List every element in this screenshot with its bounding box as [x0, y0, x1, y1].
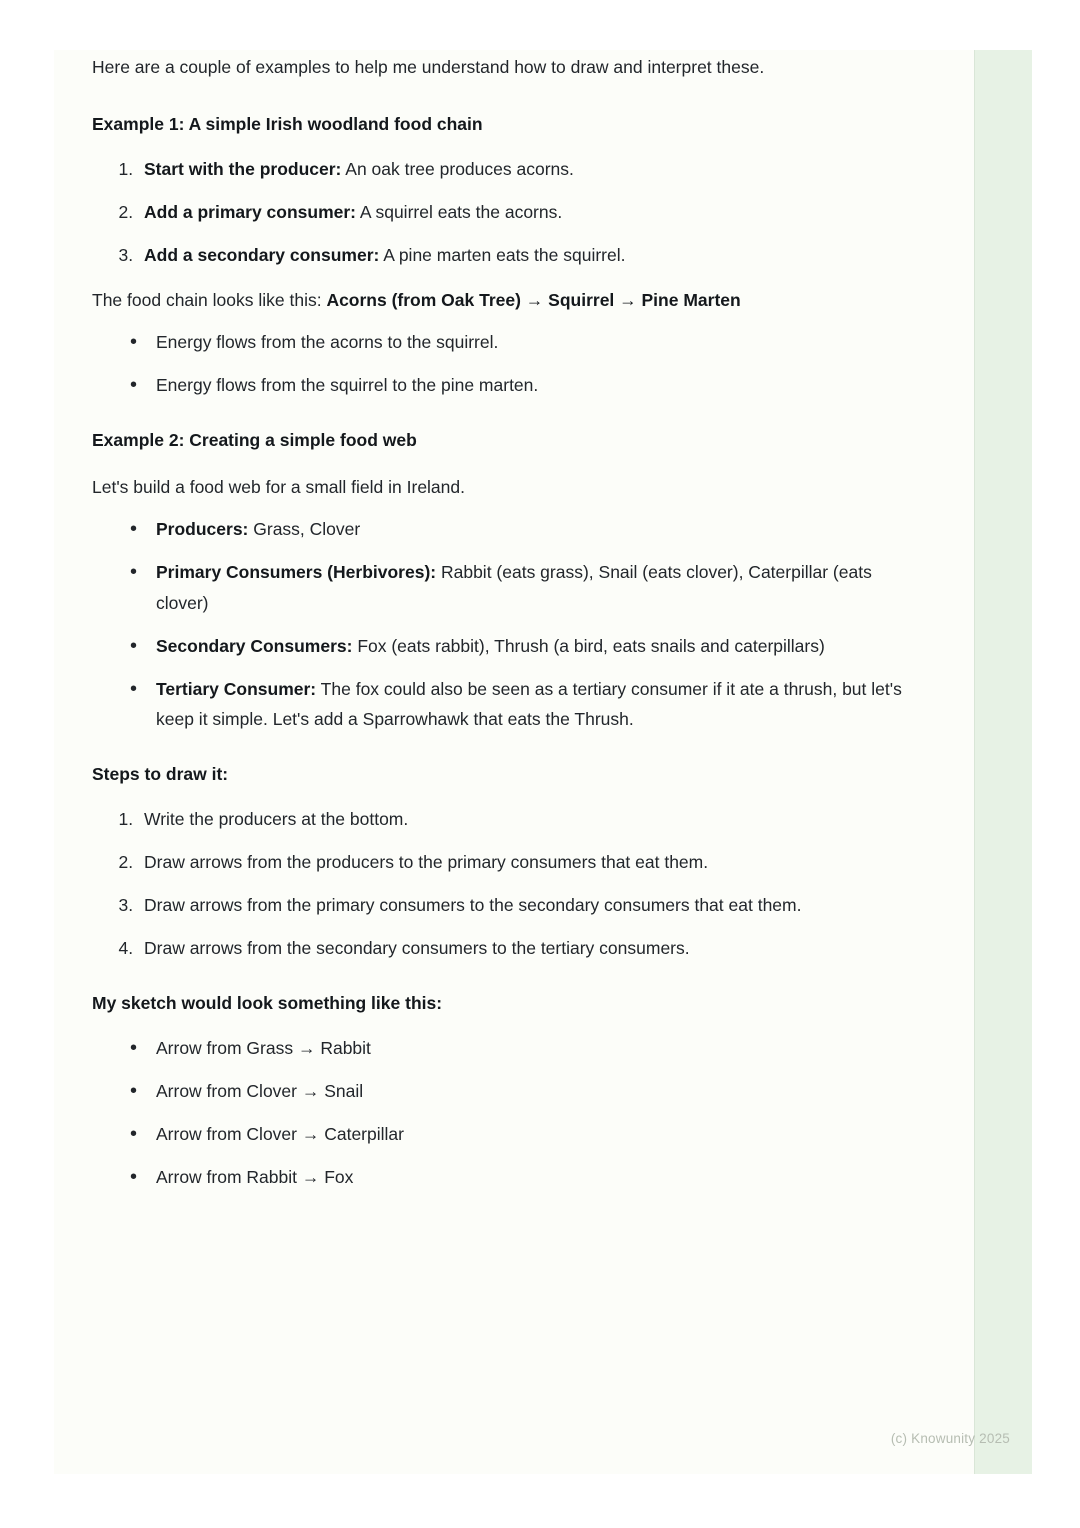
step-text: An oak tree produces acorns. — [341, 158, 574, 179]
document-page — [54, 50, 1032, 1474]
step-label: Start with the producer: — [144, 158, 342, 179]
list-item: • Energy flows from the acorns to the squirrel. — [122, 327, 912, 357]
group-label: Secondary Consumers: — [156, 635, 353, 656]
list-item — [122, 674, 912, 734]
example1-steps — [92, 154, 912, 270]
steps-heading: Steps to draw it: — [92, 763, 229, 784]
list-item: 4. Draw arrows from the secondary consumers to the tertiary consumers. — [138, 933, 912, 963]
list-item: 3. Draw arrows from the primary consumers to the secondary consumers that eat them. — [138, 890, 912, 920]
list-item: 1. Write the producers at the bottom. — [138, 804, 912, 834]
list-item — [138, 154, 912, 184]
group-text: Grass, Clover — [248, 519, 361, 540]
food-web-groups — [92, 514, 912, 734]
example1-heading: Example 1: A simple Irish woodland food chain — [92, 114, 483, 135]
list-item: • Arrow from Clover → Snail — [122, 1076, 912, 1106]
group-text: Fox (eats rabbit), Thrush (a bird, eats snails and caterpillars) — [352, 635, 825, 656]
draw-steps-list — [92, 804, 912, 963]
sketch-arrows-list — [92, 1033, 912, 1192]
list-item: • Arrow from Clover → Caterpillar — [122, 1119, 912, 1149]
example2-heading: Example 2: Creating a simple food web — [92, 430, 417, 451]
list-item — [122, 514, 912, 544]
watermark: (c) Knowunity 2025 — [890, 1431, 1010, 1446]
list-item: 2. Draw arrows from the producers to the primary consumers that eat them. — [138, 847, 912, 877]
group-text: The fox could also be seen as a tertiary consumer if it ate a thrush, but let's keep it simple. Let's add a Sparrowhawk that eats the Thrush. — [156, 678, 902, 729]
list-item: • Arrow from Rabbit → Fox — [122, 1162, 912, 1192]
list-item — [138, 197, 912, 227]
step-text: A pine marten eats the squirrel. — [379, 245, 626, 266]
group-label: Tertiary Consumer: — [156, 678, 317, 699]
step-label: Add a secondary consumer: — [144, 245, 380, 266]
food-chain-paragraph — [92, 283, 912, 317]
group-label: Producers: — [156, 519, 249, 540]
step-text: A squirrel eats the acorns. — [356, 201, 563, 222]
document-content — [54, 50, 1032, 1192]
list-item: • Arrow from Grass → Rabbit — [122, 1033, 912, 1063]
group-label: Primary Consumers (Herbivores): — [156, 562, 437, 583]
list-item — [138, 240, 912, 270]
sketch-heading: My sketch would look something like this: — [92, 993, 443, 1014]
energy-flow-list — [92, 327, 912, 400]
list-item — [122, 557, 912, 617]
food-chain-lead: The food chain looks like this: — [92, 290, 327, 311]
list-item: • Energy flows from the squirrel to the pine marten. — [122, 370, 912, 400]
intro-paragraph: Here are a couple of examples to help me understand how to draw and interpret these. — [92, 57, 765, 77]
group-text: Rabbit (eats grass), Snail (eats clover), Caterpillar (eats clover) — [156, 562, 872, 613]
example2-intro: Let's build a food web for a small field in Ireland. — [92, 477, 465, 498]
food-chain-sequence: Acorns (from Oak Tree) → Squirrel → Pine Marten — [326, 290, 741, 311]
list-item — [122, 631, 912, 661]
step-label: Add a primary consumer: — [144, 201, 356, 222]
